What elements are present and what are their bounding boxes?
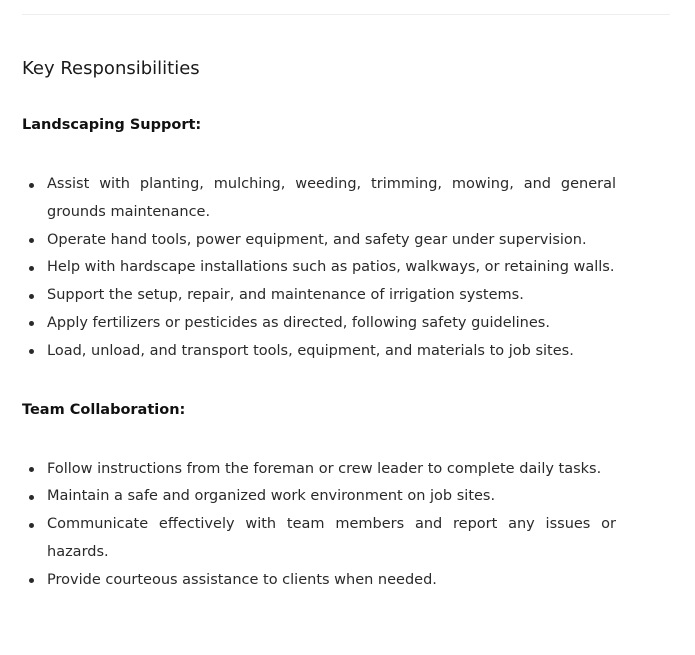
landscaping-list	[22, 171, 616, 366]
page-title: Key Responsibilities	[22, 58, 200, 79]
list-item: Assist with planting, mulching, weeding, trimming, mowing, and general grounds maintenance.	[47, 171, 616, 227]
list-item: Apply fertilizers or pesticides as directed, following safety guidelines.	[47, 310, 616, 338]
list-item: Communicate effectively with team members and report any issues or hazards.	[47, 511, 616, 567]
list-item: Follow instructions from the foreman or crew leader to complete daily tasks.	[47, 456, 616, 484]
section-heading-team: Team Collaboration:	[22, 401, 186, 418]
section-heading-landscaping: Landscaping Support:	[22, 117, 202, 133]
list-item: Maintain a safe and organized work environment on job sites.	[47, 483, 616, 511]
list-item: Help with hardscape installations such as patios, walkways, or retaining walls.	[47, 254, 616, 282]
list-item: Load, unload, and transport tools, equipment, and materials to job sites.	[47, 338, 616, 366]
responsibilities-content	[22, 57, 616, 595]
list-item: Support the setup, repair, and maintenance of irrigation systems.	[47, 282, 616, 310]
top-divider	[22, 14, 670, 15]
list-item: Provide courteous assistance to clients when needed.	[47, 567, 616, 595]
team-list	[22, 456, 616, 595]
list-item: Operate hand tools, power equipment, and safety gear under supervision.	[47, 227, 616, 255]
